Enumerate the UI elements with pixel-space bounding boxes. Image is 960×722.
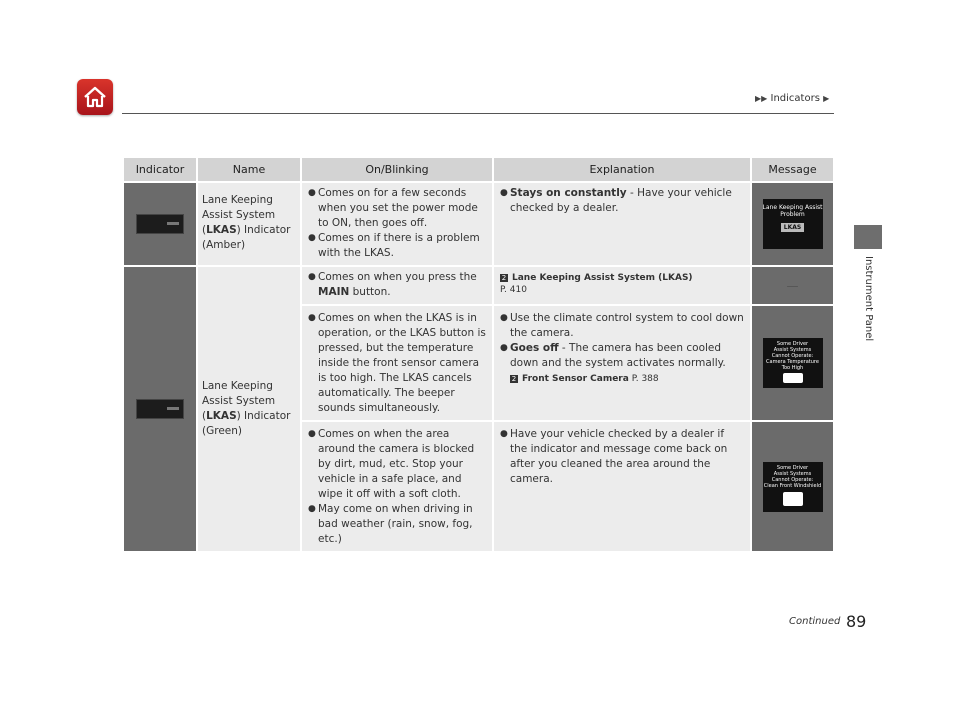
name-text: (Amber) <box>202 239 246 251</box>
name-text: (LKAS) Indicator <box>202 224 291 236</box>
bullet-item: ● Have your vehicle checked by a dealer if the indicator and message come back on after you cleaned the area around the camera. <box>500 428 728 485</box>
name-text: Assist System <box>202 395 276 407</box>
bullet-item: ● Comes on if there is a problem with the LKAS. <box>308 232 480 259</box>
message-cell <box>751 421 834 552</box>
table-row <box>123 182 834 266</box>
message-screen: Some Driver Assist Systems Cannot Operate: Clean Front Windshield <box>763 462 823 512</box>
indicator-table <box>122 158 835 553</box>
continued-label: Continued <box>789 616 841 627</box>
section-label-text: Instrument Panel <box>863 256 874 342</box>
indicator-cell <box>123 182 197 266</box>
name-cell <box>197 266 301 552</box>
name-cell <box>197 182 301 266</box>
page-number: 89 <box>846 612 867 631</box>
bullet-item: ● Use the climate control system to cool down the camera. <box>500 312 744 339</box>
bullet-item: ● Goes off - The camera has been cooled down and the system activates normally. <box>500 342 726 369</box>
explanation-cell <box>493 421 751 552</box>
col-header-explanation: Explanation <box>493 158 751 182</box>
section-label <box>862 256 874 366</box>
name-text: Lane Keeping <box>202 380 273 392</box>
col-header-name: Name <box>197 158 301 182</box>
on-blinking-cell <box>301 182 493 266</box>
bullet-item: ● Comes on for a few seconds when you set the power mode to ON, then goes off. <box>308 187 478 229</box>
breadcrumb-arrows: ▶▶ <box>755 94 768 103</box>
section-tab[interactable] <box>854 225 882 249</box>
breadcrumb-label: Indicators <box>770 93 820 104</box>
breadcrumb[interactable] <box>755 93 829 104</box>
home-icon <box>82 85 108 109</box>
message-cell <box>751 305 834 421</box>
camera-blocked-icon <box>783 492 803 506</box>
col-header-on-blinking: On/Blinking <box>301 158 493 182</box>
reference-icon: 2 <box>511 374 517 383</box>
col-header-message: Message <box>751 158 834 182</box>
message-screen: Some Driver Assist Systems Cannot Operate: Camera Temperature Too High <box>763 338 823 388</box>
indicator-cell <box>123 266 197 552</box>
home-button[interactable] <box>77 79 113 115</box>
page-reference[interactable]: 2 Front Sensor Camera P. 388 <box>511 374 659 384</box>
on-blinking-cell <box>301 305 493 421</box>
col-header-indicator: Indicator <box>123 158 197 182</box>
table-row <box>123 266 834 305</box>
name-text: Lane Keeping <box>202 194 273 206</box>
breadcrumb-arrow: ▶ <box>823 94 830 103</box>
explanation-cell <box>493 182 751 266</box>
name-text: (LKAS) Indicator <box>202 410 291 422</box>
bullet-item: ● Comes on when the area around the camera is blocked by dirt, mud, etc. Stop your vehicle in a safe place, and wipe it off with a soft cloth. <box>308 428 475 500</box>
bullet-item: ● May come on when driving in bad weather (rain, snow, fog, etc.) <box>308 503 473 545</box>
message-cell <box>751 182 834 266</box>
camera-temperature-icon <box>783 373 803 383</box>
on-blinking-cell <box>301 421 493 552</box>
lkas-amber-indicator-icon <box>136 214 184 234</box>
explanation-cell <box>493 266 751 305</box>
no-message-dash: — <box>786 278 799 293</box>
page-reference[interactable]: 2 Lane Keeping Assist System (LKAS) P. 410 <box>500 273 693 295</box>
header-rule <box>122 113 834 114</box>
reference-icon: 2 <box>501 273 507 282</box>
bullet-item: ● Comes on when the LKAS is in operation, or the LKAS button is pressed, but the temperature inside the front sensor camera is too high. The LKAS cancels automatically. The beeper sounds simultaneously. <box>308 312 486 414</box>
explanation-cell <box>493 305 751 421</box>
bullet-item: ● Comes on when you press the MAIN button. <box>308 271 477 298</box>
bullet-item: ● Stays on constantly - Have your vehicle checked by a dealer. <box>500 187 732 214</box>
message-cell <box>751 266 834 305</box>
name-text: (Green) <box>202 425 242 437</box>
table-header-row <box>123 158 834 182</box>
name-text: Assist System <box>202 209 276 221</box>
lkas-green-indicator-icon <box>136 399 184 419</box>
on-blinking-cell <box>301 266 493 305</box>
message-screen: Lane Keeping Assist Problem LKAS <box>763 199 823 249</box>
